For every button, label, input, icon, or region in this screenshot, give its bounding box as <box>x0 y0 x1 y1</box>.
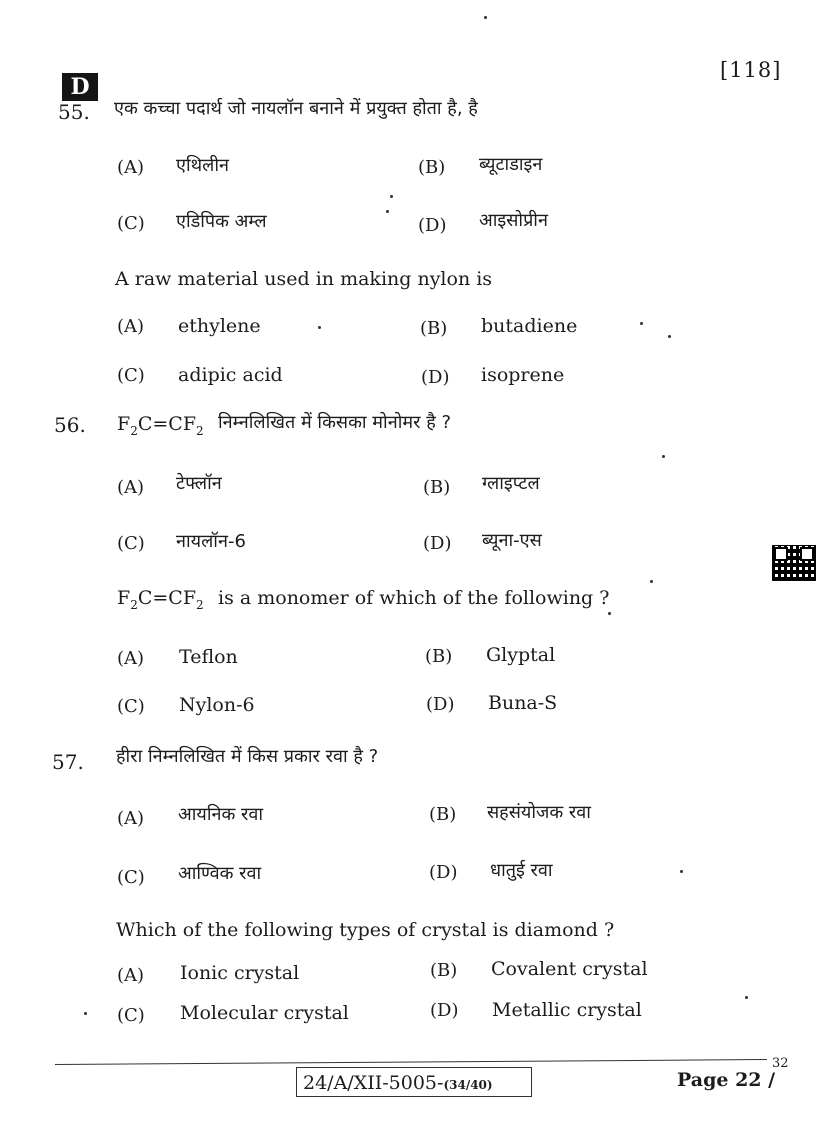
q55-hi-option-b-label: (B) <box>418 157 446 178</box>
question-56-number: 56. <box>54 413 86 437</box>
q56-hi-option-c-label: (C) <box>117 533 145 554</box>
q55-hi-option-d: आइसोप्रीन <box>479 210 548 231</box>
q56-hi-option-b-label: (B) <box>423 477 451 498</box>
q57-hi-option-a-label: (A) <box>117 808 145 829</box>
qr-code-image <box>772 545 816 581</box>
q57-en-option-c-label: (C) <box>117 1005 145 1026</box>
q55-en-option-d-label: (D) <box>421 367 450 388</box>
q57-hi-option-b: सहसंयोजक रवा <box>487 802 591 823</box>
q57-en-option-b-label: (B) <box>430 960 458 981</box>
q55-hi-option-c-label: (C) <box>117 213 145 234</box>
q56-en-option-d-label: (D) <box>426 694 455 715</box>
q57-en-option-b: Covalent crystal <box>491 958 648 980</box>
q55-en-option-a: ethylene <box>178 315 261 337</box>
q57-en-option-d-label: (D) <box>430 1000 459 1021</box>
scan-speck <box>668 335 671 338</box>
scan-speck <box>390 195 393 198</box>
page-reference: [118] <box>720 58 782 82</box>
question-55-number: 55. <box>58 100 90 124</box>
q55-en-option-b: butadiene <box>481 315 578 337</box>
series-badge: D <box>62 73 98 101</box>
q55-en-option-a-label: (A) <box>117 316 145 337</box>
q57-hi-option-d: धातुई रवा <box>490 860 553 881</box>
q56-hi-option-d-label: (D) <box>423 533 452 554</box>
scan-speck <box>484 16 487 19</box>
q56-hi-option-a-label: (A) <box>117 477 145 498</box>
scan-speck <box>745 996 748 999</box>
question-56-hindi: निम्नलिखित में किसका मोनोमर है ? <box>218 412 452 433</box>
q56-en-option-b-label: (B) <box>425 646 453 667</box>
q56-en-option-c: Nylon-6 <box>179 694 255 716</box>
paper-code: 24/A/XII-5005-(34/40) <box>296 1067 532 1097</box>
q57-hi-option-c-label: (C) <box>117 867 145 888</box>
q55-hi-option-b: ब्यूटाडाइन <box>479 154 543 175</box>
q57-hi-option-a: आयनिक रवा <box>178 804 264 825</box>
scan-speck <box>608 612 611 615</box>
q57-hi-option-d-label: (D) <box>429 862 458 883</box>
question-57-english: Which of the following types of crystal is diamond ? <box>116 919 615 941</box>
q55-hi-option-a-label: (A) <box>117 157 145 178</box>
scan-speck <box>662 455 665 458</box>
q56-en-option-a-label: (A) <box>117 648 145 669</box>
question-57-number: 57. <box>52 750 84 774</box>
page-number: Page 22 / <box>677 1069 776 1091</box>
q56-en-option-b: Glyptal <box>486 644 556 666</box>
q57-hi-option-c: आण्विक रवा <box>178 863 262 884</box>
q55-hi-option-a: एथिलीन <box>176 155 229 176</box>
q55-en-option-d: isoprene <box>481 364 565 386</box>
question-57-hindi: हीरा निम्नलिखित में किस प्रकार रवा है ? <box>116 746 379 767</box>
q56-en-option-d: Buna-S <box>488 692 558 714</box>
q57-hi-option-b-label: (B) <box>429 804 457 825</box>
q55-en-option-c: adipic acid <box>178 364 283 386</box>
question-55-english: A raw material used in making nylon is <box>115 268 493 290</box>
q56-en-option-a: Teflon <box>179 646 238 668</box>
scan-speck <box>680 870 683 873</box>
q56-hi-option-b: ग्लाइप्टल <box>482 473 540 494</box>
scan-speck <box>650 580 653 583</box>
scan-speck <box>640 322 643 325</box>
page-total: 32 <box>772 1056 789 1071</box>
q55-en-option-b-label: (B) <box>420 318 448 339</box>
scan-speck <box>318 326 321 329</box>
q57-en-option-a-label: (A) <box>117 965 145 986</box>
question-55-hindi: एक कच्चा पदार्थ जो नायलॉन बनाने में प्रयुक्त होता है, है <box>114 98 478 119</box>
q56-formula-english: $F_2C=CF_2$ <box>117 587 204 612</box>
q55-en-option-c-label: (C) <box>117 365 145 386</box>
question-56-english: is a monomer of which of the following ? <box>218 587 610 609</box>
q57-en-option-c: Molecular crystal <box>180 1002 349 1024</box>
footer-rule <box>55 1059 767 1065</box>
q56-en-option-c-label: (C) <box>117 696 145 717</box>
q57-en-option-a: Ionic crystal <box>180 962 300 984</box>
scan-speck <box>84 1012 87 1015</box>
q56-formula-hindi: $F_2C=CF_2$ <box>117 413 204 438</box>
q55-hi-option-d-label: (D) <box>418 215 447 236</box>
q55-hi-option-c: एडिपिक अम्ल <box>176 211 267 232</box>
scan-speck <box>386 210 389 213</box>
q57-en-option-d: Metallic crystal <box>492 999 642 1021</box>
q56-hi-option-a: टेफ्लॉन <box>176 473 222 494</box>
q56-hi-option-c: नायलॉन-6 <box>176 531 246 552</box>
q56-hi-option-d: ब्यूना-एस <box>482 530 542 551</box>
